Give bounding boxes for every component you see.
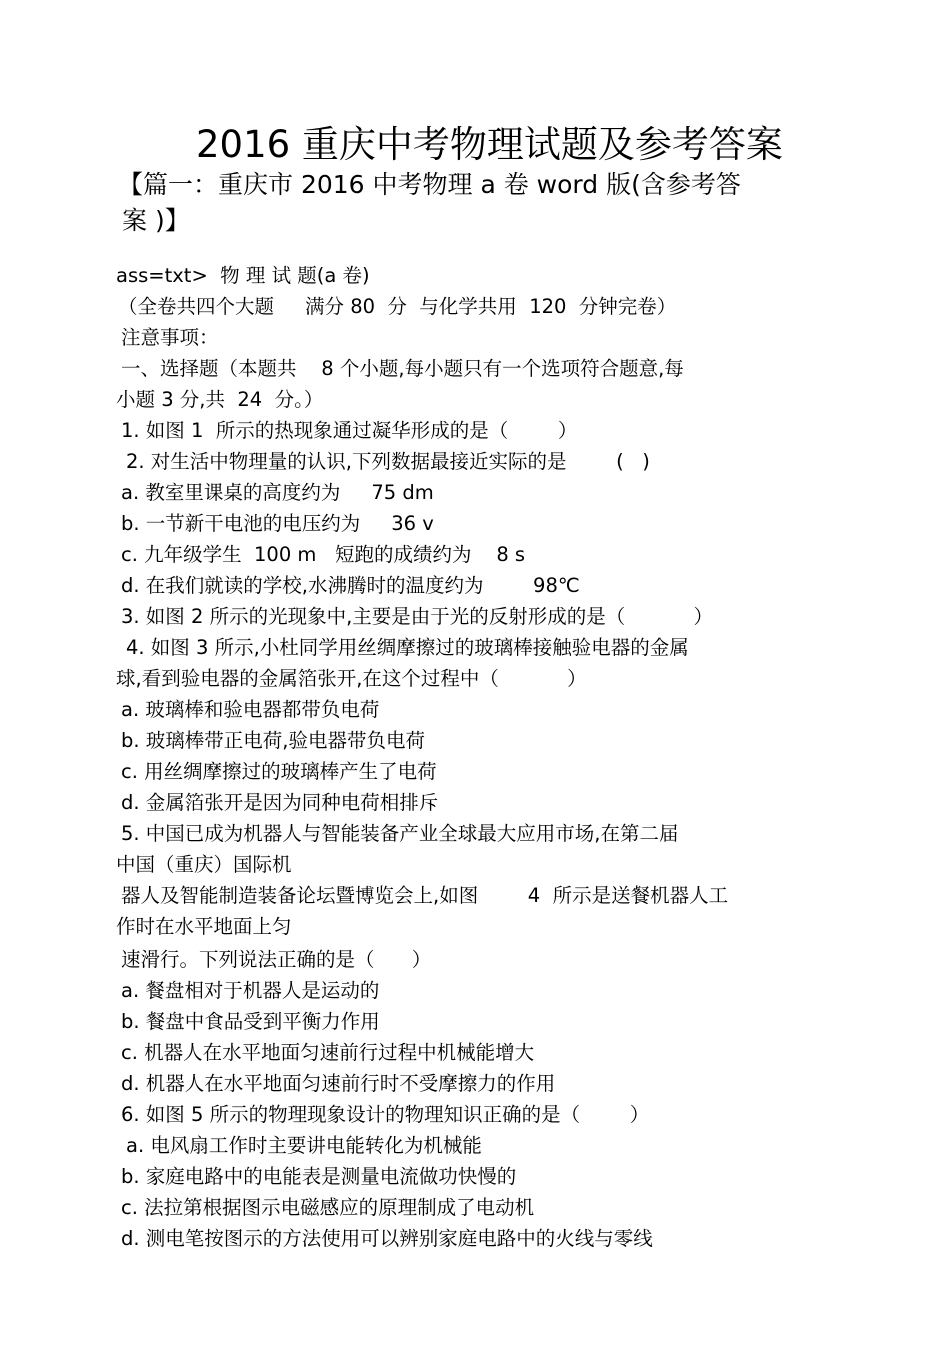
subtitle-line-1: 【篇一：重庆市 2016 中考物理 a 卷 word 版(含参考答 <box>118 170 741 199</box>
document-subtitle <box>118 167 838 239</box>
body-line: 注意事项： <box>121 326 219 349</box>
body-line: a. 教室里课桌的高度约为 75 dm <box>121 481 434 504</box>
body-line: 6. 如图 5 所示的物理现象设计的物理知识正确的是（ ） <box>121 1103 650 1126</box>
body-line: 一、选择题（本题共 8 个小题,每小题只有一个选项符合题意,每 <box>121 357 684 380</box>
body-line: b. 一节新干电池的电压约为 36 v <box>121 512 434 535</box>
body-line: ass=txt> 物 理 试 题(a 卷) <box>116 264 370 287</box>
body-line: 作时在水平地面上匀 <box>116 915 292 938</box>
body-line: 2. 对生活中物理量的认识,下列数据最接近实际的是 ( ) <box>126 450 650 473</box>
subtitle-line-2: 案 )】 <box>122 206 190 235</box>
document-title: 2016 重庆中考物理试题及参考答案 <box>196 123 783 166</box>
body-line: d. 金属箔张开是因为同种电荷相排斥 <box>121 791 439 814</box>
body-line: 5. 中国已成为机器人与智能装备产业全球最大应用市场,在第二届 <box>121 822 679 845</box>
body-line: a. 餐盘相对于机器人是运动的 <box>121 979 380 1002</box>
body-line: （全卷共四个大题 满分 80 分 与化学共用 120 分钟完卷） <box>118 295 677 318</box>
body-line: 器人及智能制造装备论坛暨博览会上,如图 4 所示是送餐机器人工 <box>121 884 729 907</box>
body-line: d. 在我们就读的学校,水沸腾时的温度约为 98℃ <box>121 574 580 597</box>
body-line: c. 九年级学生 100 m 短跑的成绩约为 8 s <box>121 543 526 566</box>
body-line: c. 机器人在水平地面匀速前行过程中机械能增大 <box>121 1041 535 1064</box>
body-line: b. 玻璃棒带正电荷,验电器带负电荷 <box>121 729 425 752</box>
body-line: 中国（重庆）国际机 <box>116 853 292 876</box>
body-line: 1. 如图 1 所示的热现象通过凝华形成的是（ ） <box>121 419 578 442</box>
body-line: d. 机器人在水平地面匀速前行时不受摩擦力的作用 <box>121 1072 556 1095</box>
body-line: 小题 3 分,共 24 分。） <box>116 388 324 411</box>
body-line: c. 法拉第根据图示电磁感应的原理制成了电动机 <box>121 1196 535 1219</box>
body-line: 速滑行。下列说法正确的是（ ） <box>121 948 432 971</box>
body-line: a. 电风扇工作时主要讲电能转化为机械能 <box>126 1134 482 1157</box>
body-line: 4. 如图 3 所示,小杜同学用丝绸摩擦过的玻璃棒接触验电器的金属 <box>126 636 689 659</box>
body-line: b. 餐盘中食品受到平衡力作用 <box>121 1010 380 1033</box>
body-line: d. 测电笔按图示的方法使用可以辨别家庭电路中的火线与零线 <box>121 1227 653 1250</box>
body-line: 3. 如图 2 所示的光现象中,主要是由于光的反射形成的是（ ） <box>121 605 713 628</box>
body-line: b. 家庭电路中的电能表是测量电流做功快慢的 <box>121 1165 517 1188</box>
body-line: c. 用丝绸摩擦过的玻璃棒产生了电荷 <box>121 760 437 783</box>
body-line: 球,看到验电器的金属箔张开,在这个过程中（ ） <box>116 667 587 690</box>
body-line: a. 玻璃棒和验电器都带负电荷 <box>121 698 380 721</box>
